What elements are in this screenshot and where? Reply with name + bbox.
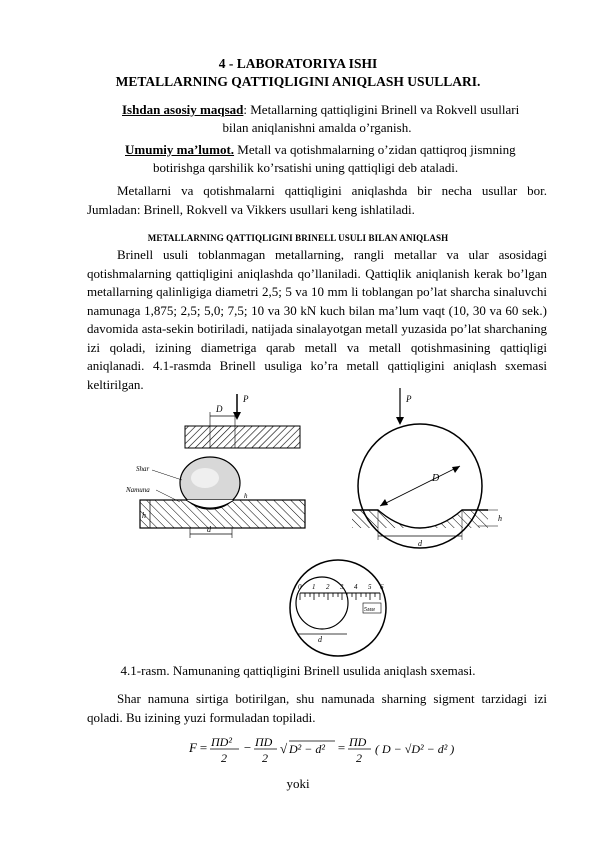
formula-minus: − <box>243 740 252 755</box>
formula-t2-num: ПD <box>255 735 273 749</box>
label-h-small: h <box>244 492 248 500</box>
label-shar: Shar <box>136 465 150 473</box>
formula <box>185 732 465 772</box>
lab-title: 4 - LABORATORIYA ISHI <box>218 56 378 71</box>
label-d-scale: d <box>318 635 322 644</box>
goal-line2: bilan aniqlanishni amalda o’rganish. <box>222 120 412 135</box>
formula-eq-2: = <box>337 740 346 755</box>
label-d-left: d <box>207 525 211 534</box>
figure-caption: 4.1-rasm. Namunaning qattiqligini Brinell usulida aniqlash sxemasi. <box>120 663 476 678</box>
formula-t3-den: 2 <box>356 751 362 765</box>
formula-t1-num: ПD² <box>211 735 232 749</box>
general-line1 <box>125 141 548 160</box>
general-line2: botirishga qarshilik ko’rsatishi uning qattiqligi deb ataladi. <box>153 160 459 175</box>
label-d-right: d <box>418 539 422 548</box>
yoki-text: yoki <box>286 776 310 791</box>
formula-t1-den: 2 <box>221 751 227 765</box>
general-label: Umumiy ma’lumot. <box>125 142 235 157</box>
formula-sqrt-sign: √ <box>280 741 288 756</box>
formula-lhs: F <box>189 740 197 755</box>
label-d-big-right: D <box>432 473 440 484</box>
formula-eq-1: = <box>199 740 208 755</box>
brinell-figure <box>0 388 596 658</box>
magnifier-scale <box>290 560 386 656</box>
goal-line1 <box>122 101 548 120</box>
right-diagram <box>352 388 502 548</box>
formula-svg <box>185 732 465 772</box>
label-p-left: P <box>243 394 249 404</box>
goal-label: Ishdan asosiy maqsad <box>122 102 244 117</box>
left-diagram <box>125 394 305 538</box>
label-h-left: h <box>142 511 146 520</box>
formula-t2-root: D² − d² <box>289 742 325 756</box>
label-namuna: Namuna <box>126 486 150 494</box>
scale-num-0: 0 <box>298 583 302 591</box>
formula-t3-num: ПD <box>349 735 367 749</box>
formula-t2-den: 2 <box>262 751 268 765</box>
label-d-big-left: D <box>216 404 223 414</box>
lab-subtitle: METALLARNING QATTIQLIGINI ANIQLASH USULLARI. <box>115 74 481 89</box>
formula-t3-paren: ( D − √D² − d² ) <box>375 742 455 756</box>
methods-paragraph: Metallarni va qotishmalarni qattiqligini aniqlashda bir necha usullar bor. Jumladan: Brinell, Rokvell va Vikkers usullari keng ishlatiladi. <box>87 183 547 217</box>
scale-num-2: 2 <box>326 583 330 591</box>
scale-unit: 5мм <box>364 607 375 613</box>
section-heading: METALLARNING QATTIQLIGINI BRINELL USULI BILAN ANIQLASH <box>147 233 449 243</box>
scale-num-6: 6 <box>380 583 384 591</box>
brinell-paragraph: Brinell usuli toblanmagan metallarning, rangli metallar va ular asosidagi qotishmalarning qattiqligini aniqlashda qo’llaniladi. Qattiqlik aniqlanish kerak bo’lgan metallarning qalinligiga diametri 2,5; 5 va 10 mm li toblangan po’lat sharcha sinaluvchi namunaga 1,875; 2,5; 5,0; 7,5; 10 va 30 kN kuch bilan ma’lum vaqt (10, 30 va 60 sek.) davomida asta-sekin botiriladi, natijada sinalayotgan metall yuzasida po’lat sharchaning izi qoladi, izining diametriga qarab metall va metall qotishmasining qattiqligi aniqlanadi. 4.1-rasmda Brinell usuliga ko’ra metall qattiqligini aniqlash sxemasi keltirilgan. <box>87 247 547 392</box>
scale-num-3: 3 <box>340 583 344 591</box>
label-p-right: P <box>406 394 412 404</box>
scale-num-1: 1 <box>312 583 316 591</box>
after-paragraph: Shar namuna sirtiga botirilgan, shu namunada sharning sigment tarzidagi izi qoladi. Bu izining yuzi formuladan topiladi. <box>87 691 547 725</box>
scale-num-4: 4 <box>354 583 358 591</box>
label-h-right: h <box>498 514 502 523</box>
goal-text-1: : Metallarning qattiqligini Brinell va Rokvell usullari <box>243 102 520 117</box>
general-text-1: Metall va qotishmalarning o’zidan qattiqroq jismning <box>234 142 516 157</box>
scale-num-5: 5 <box>368 583 372 591</box>
